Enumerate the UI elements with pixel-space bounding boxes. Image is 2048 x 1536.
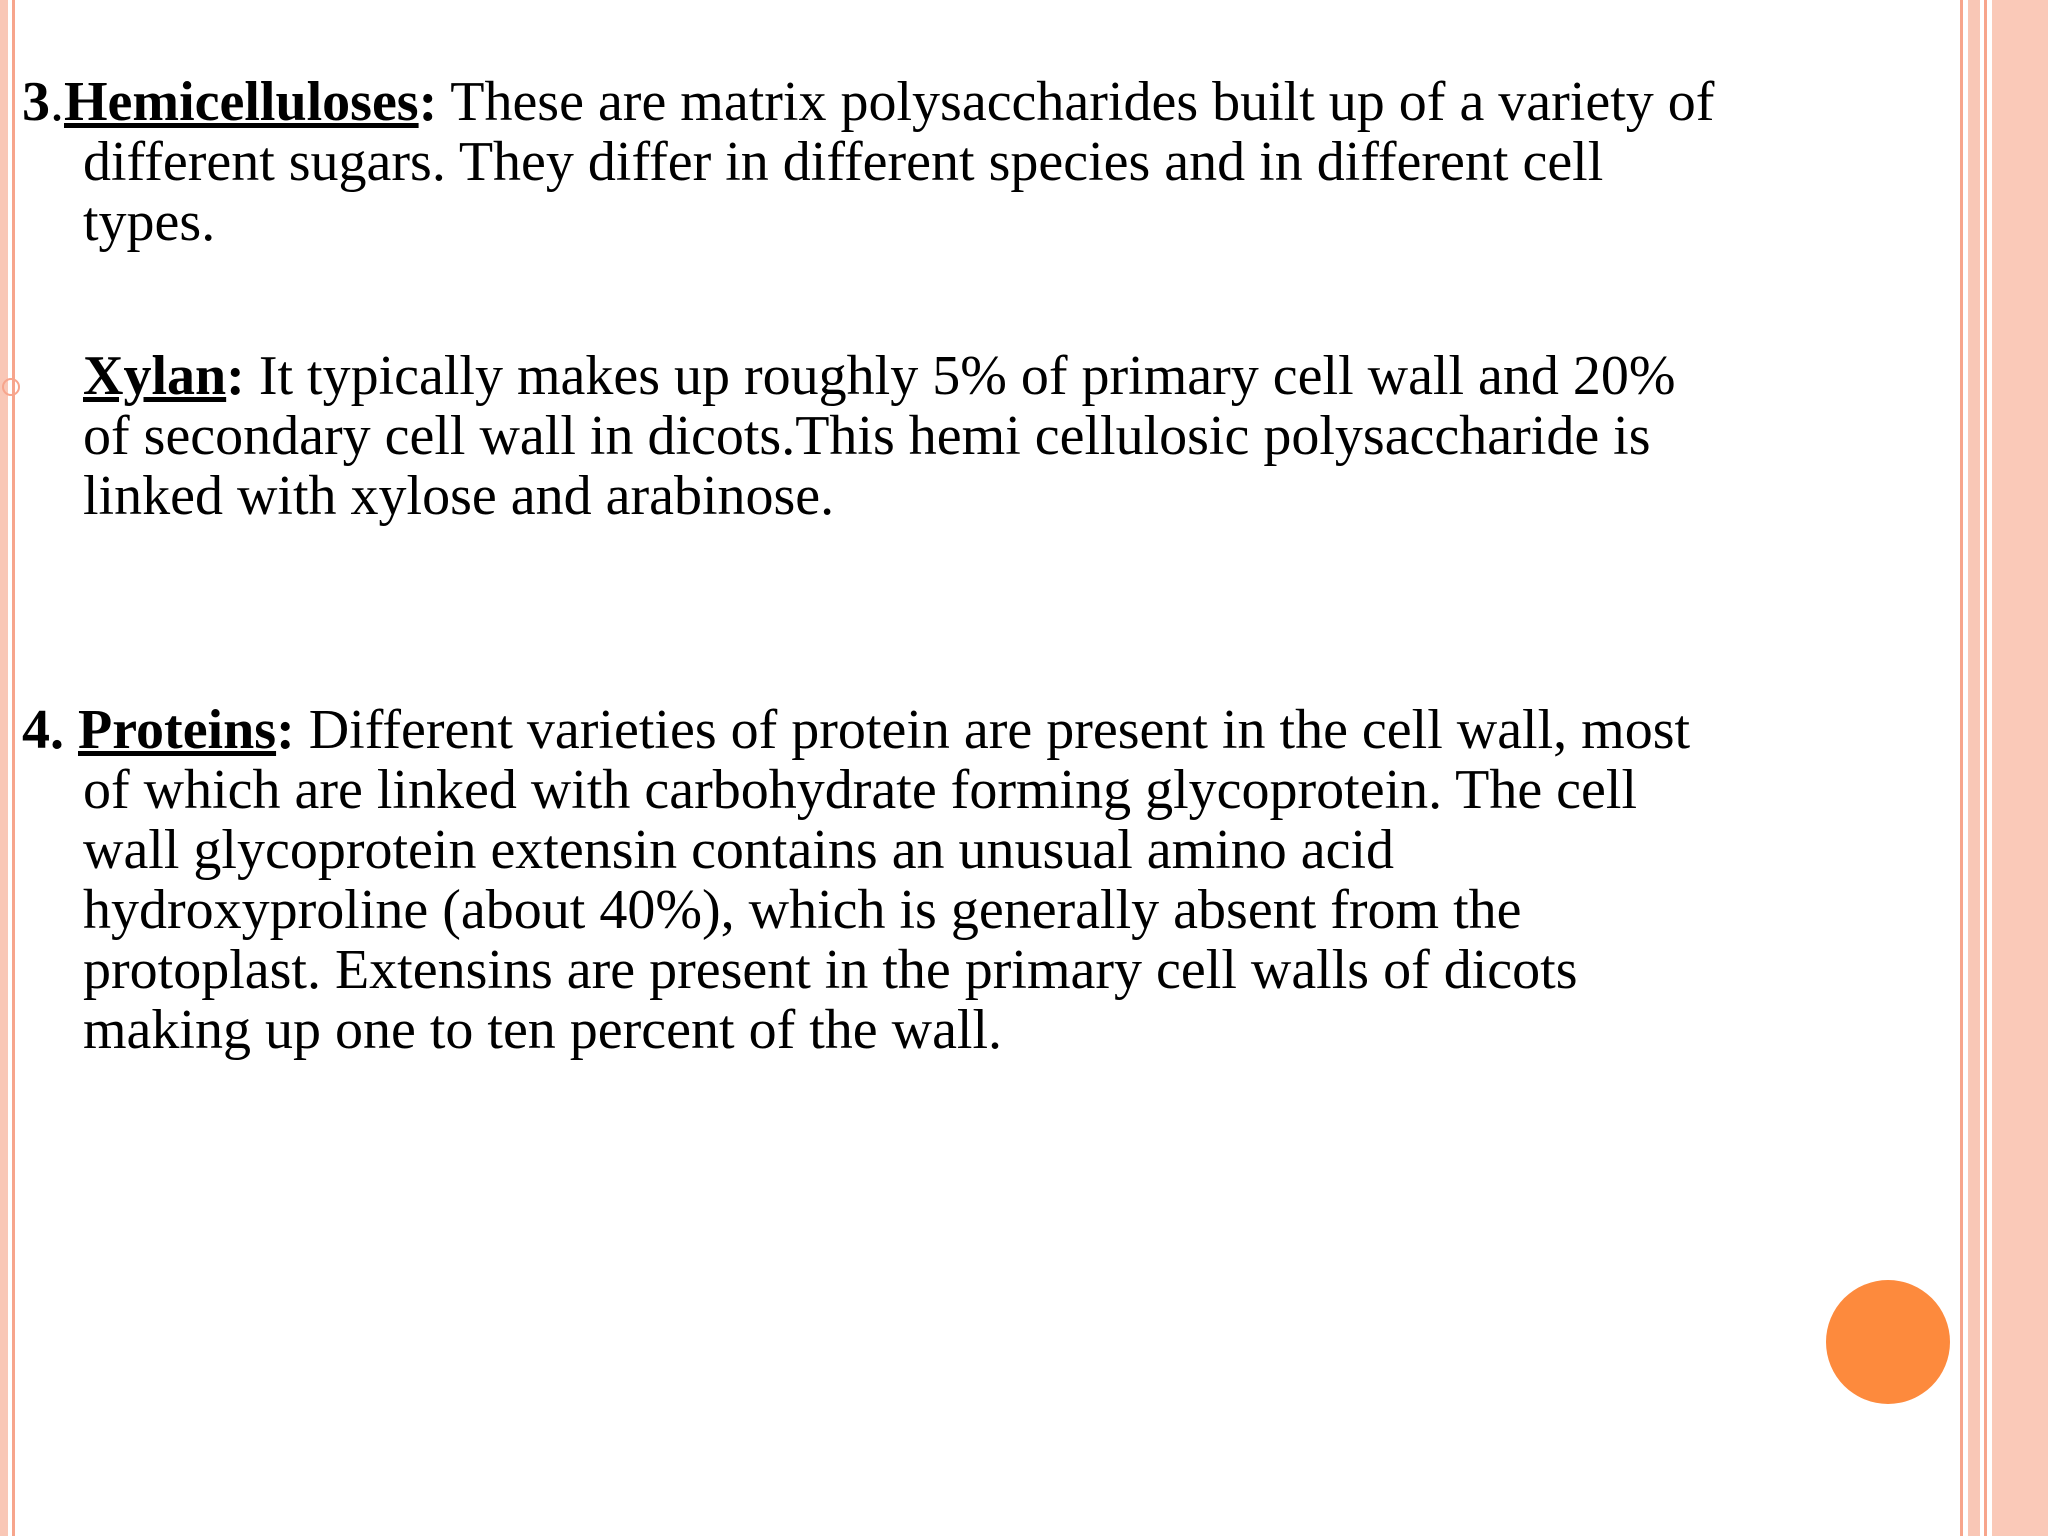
decorative-circle (1826, 1280, 1950, 1404)
item-number-separator: . (50, 71, 64, 133)
paragraph-line: different sugars. They differ in different species and in different cell (83, 131, 1604, 193)
paragraph-line: types. (83, 191, 216, 253)
paragraph-line: of secondary cell wall in dicots.This hemi cellulosic polysaccharide is (83, 405, 1651, 467)
right-border-line (1960, 0, 1963, 1536)
item-number: 4. (22, 699, 78, 761)
paragraph-hemicelluloses (22, 72, 1922, 252)
left-border-band (0, 0, 8, 1536)
paragraph-proteins (22, 700, 1922, 1060)
bullet-circle-icon (2, 378, 20, 396)
paragraph-line: linked with xylose and arabinose. (83, 465, 835, 527)
term-xylan: Xylan (83, 345, 227, 407)
paragraph-xylan (22, 346, 1922, 526)
paragraph-line (22, 700, 1922, 760)
term-colon: : (276, 699, 295, 761)
paragraph-text: These are matrix polysaccharides built up of a variety of (437, 71, 1715, 133)
paragraph-line (22, 346, 1922, 406)
right-border-band (1968, 0, 1980, 1536)
term-proteins: Proteins (78, 699, 277, 761)
paragraph-line (22, 72, 1922, 132)
paragraph-line: of which are linked with carbohydrate forming glycoprotein. The cell (83, 759, 1637, 821)
term-hemicelluloses: Hemicelluloses (64, 71, 419, 133)
right-border-line-outer (1984, 0, 1987, 1536)
paragraph-line: wall glycoprotein extensin contains an unusual amino acid (83, 819, 1394, 881)
paragraph-text: It typically makes up roughly 5% of primary cell wall and 20% (244, 345, 1676, 407)
paragraph-text: Different varieties of protein are present in the cell wall, most (294, 699, 1691, 761)
term-colon: : (226, 345, 245, 407)
term-colon: : (418, 71, 438, 133)
item-number: 3 (22, 71, 50, 133)
paragraph-line: hydroxyproline (about 40%), which is generally absent from the (83, 879, 1522, 941)
right-border-edge (1992, 0, 2048, 1536)
paragraph-line: protoplast. Extensins are present in the primary cell walls of dicots (83, 939, 1578, 1001)
left-border-line (12, 0, 15, 1536)
paragraph-line: making up one to ten percent of the wall. (83, 999, 1003, 1061)
